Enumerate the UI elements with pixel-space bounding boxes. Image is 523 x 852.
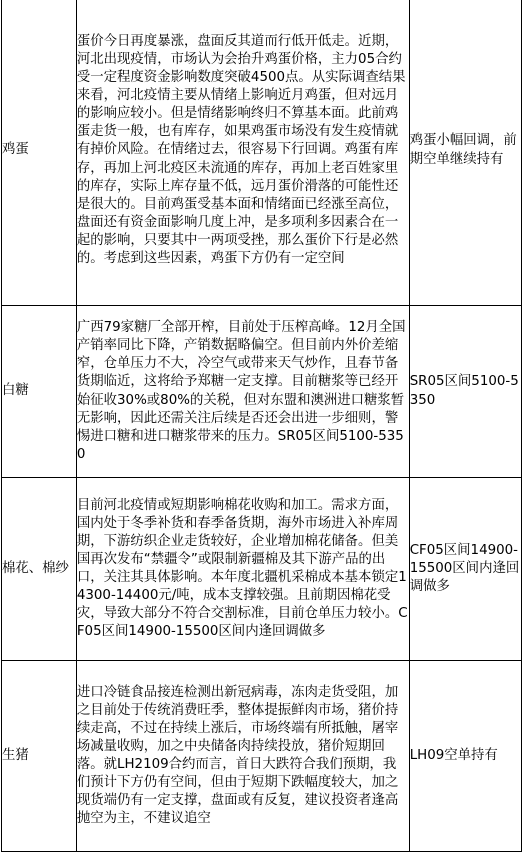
commodity-name-cell: 棉花、棉纱 bbox=[2, 478, 77, 661]
analysis-text-cell bbox=[76, 478, 409, 661]
strategy-cell: 鸡蛋小幅回调，前期空单继续持有 bbox=[409, 0, 521, 306]
commodity-name-cell: 鸡蛋 bbox=[2, 0, 77, 306]
analysis-text: 广西79家糖厂全部开榨，目前处于压榨高峰。12月全国产销率同比下降，产销数据略偏空。但目前内外价差缩窄，仓单压力不大，冷空气或带来天气炒作，且春节备货期临近，这将给予郑糖一定支撑。目前糖浆等已经开始征收30%或80%的关税，但对东盟和澳洲进口糖浆暂无影响，因此还需关注后续是否还会出进一步细则，警惕进口糖和进口糖浆带来的压力。SR05区间5100-5350 bbox=[76, 320, 406, 462]
strategy-cell: LH09空单持有 bbox=[409, 661, 521, 852]
table-row bbox=[2, 661, 522, 852]
table-row bbox=[2, 306, 522, 478]
analysis-text-cell bbox=[76, 0, 409, 306]
analysis-text: 进口冷链食品接连检测出新冠病毒，冻肉走货受阻，加之目前处于传统消费旺季，整体提振鲜肉市场，猪价持续走高，不过在持续上涨后，市场终端有所抵触，屠宰场减量收购，加之中央储备肉持续投放，猪价短期回落。就LH2109合约而言，首日大跌符合我们预期，我们预计下方仍有空间，但由于短期下跌幅度较大，加之现货端仍有一定支撑，盘面或有反复，建议投资者逢高抛空为主，不建议追空 bbox=[76, 684, 399, 827]
analysis-text: 蛋价今日再度暴涨，盘面反其道而行低开低走。近期，河北出现疫情，市场认为会抬升鸡蛋价格，主力05合约受一定程度资金影响数度突破4500点。从实际调查结果来看，河北疫情主要从情绪上影响近月鸡蛋，但对远月的影响应较小。但是情绪影响终归不算基本面。此前鸡蛋走货一般，也有库存，如果鸡蛋市场没有发生疫情就有掉价风险。在情绪过去，很容易下行回调。鸡蛋有库存，再加上河北疫区未流通的库存，再加上老百姓家里的库存，实际上库存量不低，远月蛋价滑落的可能性还是很大的。目前鸡蛋受基本面和情绪面已经涨至高位，盘面还有资金面影响几度上冲，是多项利多因素合在一起的影响，只要其中一两项受挫，那么蛋价下行是必然的。考虑到这些因素，鸡蛋下方仍有一定空间 bbox=[76, 33, 406, 267]
commodity-name-cell: 生猪 bbox=[2, 661, 77, 852]
analysis-text-cell bbox=[76, 306, 409, 478]
commodity-name-cell: 白糖 bbox=[2, 306, 77, 478]
strategy-cell: SR05区间5100-5350 bbox=[409, 306, 521, 478]
analysis-text: 目前河北疫情或短期影响棉花收购和加工。需求方面，国内处于冬季补货和春季备货期，海外市场进入补库周期，下游纺织企业走货较好，企业增加棉花储备。但美国再次发布“禁疆令”或限制新疆棉及其下游产品的出口，关注其具体影响。本年度北疆机采棉成本基本锁定14300-14400元/吨，成本支撑较强。且前期因棉花受灾，导致大部分不符合交割标准，目前仓单压力较小。CF05区间14900-15500区间内逢回调做多 bbox=[76, 497, 408, 640]
table-row bbox=[2, 0, 522, 306]
table-row bbox=[2, 478, 522, 661]
strategy-cell: CF05区间14900-15500区间内逢回调做多 bbox=[409, 478, 521, 661]
analysis-text-cell bbox=[76, 661, 409, 852]
commodity-analysis-table bbox=[1, 0, 522, 852]
